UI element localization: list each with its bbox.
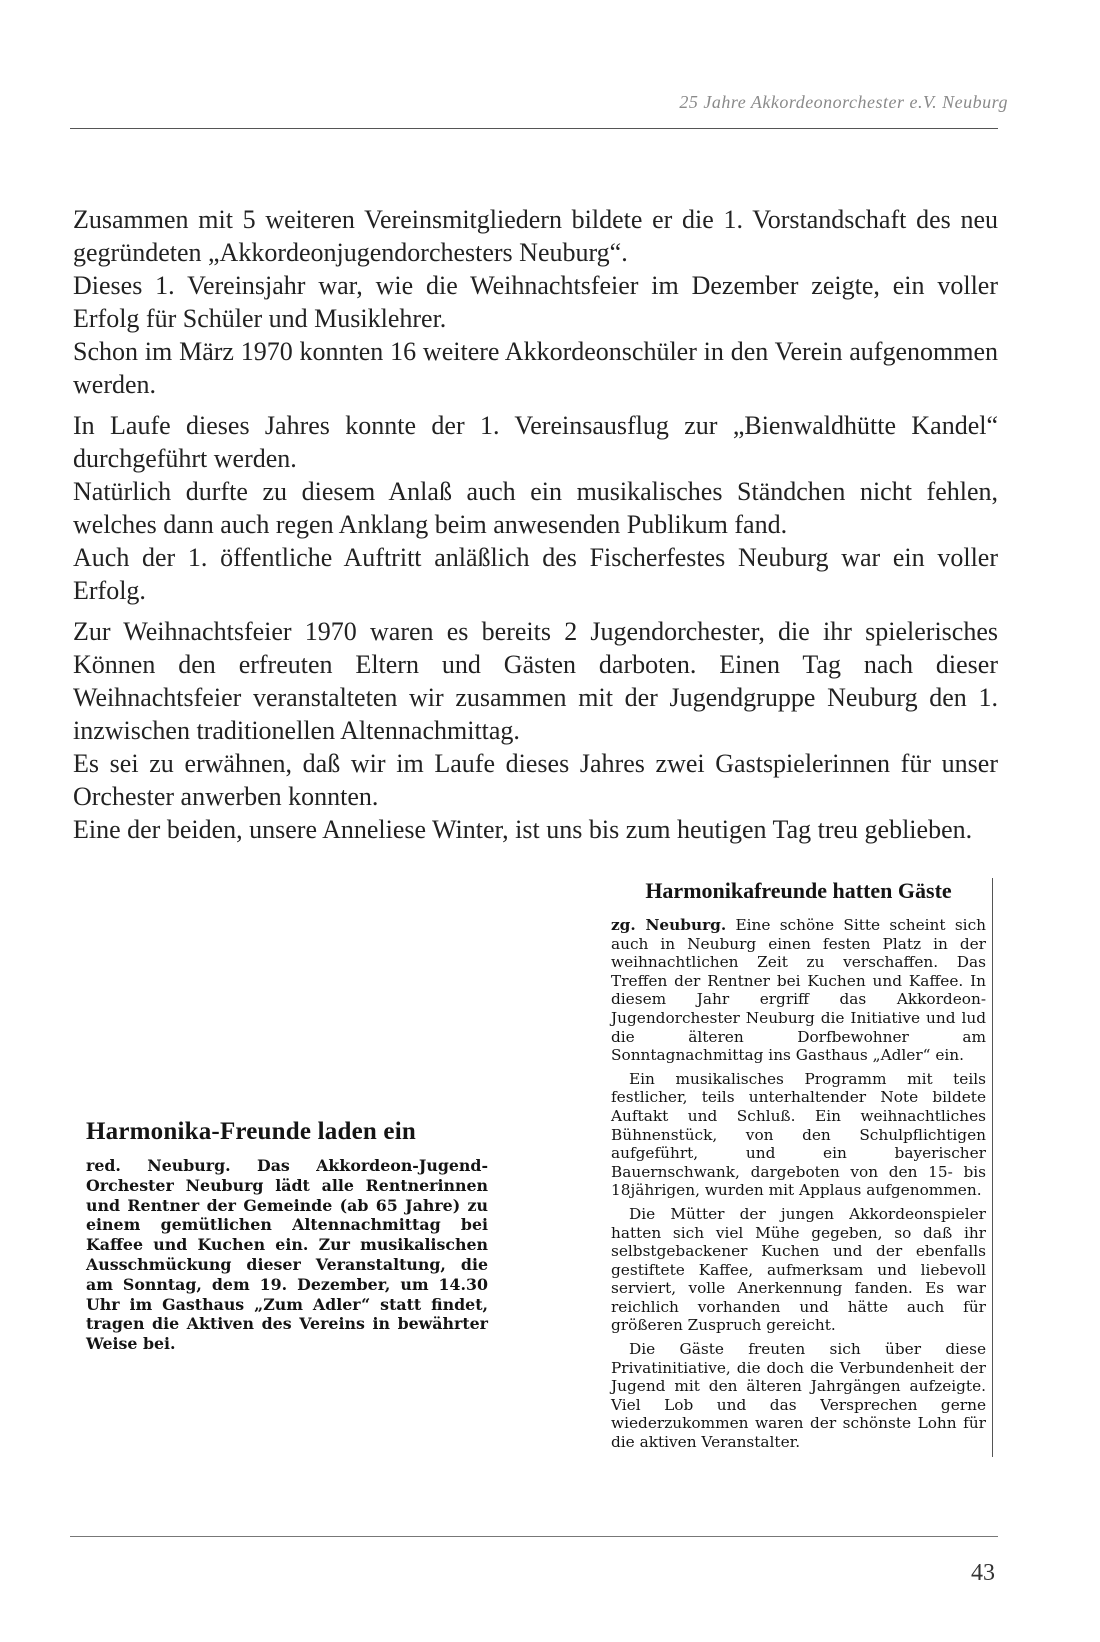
- paragraph: Zusammen mit 5 weiteren Vereinsmitgliedern bildete er die 1. Vorstandschaft des neu gegründeten „Akkordeonjugendorchesters Neuburg“.: [73, 205, 998, 267]
- paragraph: Natürlich durfte zu diesem Anlaß auch ein musikalisches Ständchen nicht fehlen, welches dann auch regen Anklang beim anwesenden Publikum fand.: [73, 477, 998, 539]
- paragraph: Auch der 1. öffentliche Auftritt anläßlich des Fischerfestes Neuburg war ein voller Erfolg.: [73, 543, 998, 605]
- header-rule: [70, 128, 998, 129]
- clipping-paragraph: Die Gäste freuten sich über diese Privatinitiative, die doch die Verbundenheit der Jugend mit den älteren Jahrgängen aufzeigte. Viel Lob und das Versprechen gerne wiederzukommen waren der schönste Lohn für die aktiven Veranstalter.: [611, 1340, 986, 1452]
- clipping-body: [86, 1156, 488, 1354]
- clipping-dateline: zg. Neuburg.: [611, 916, 727, 934]
- main-body-text: [73, 203, 998, 854]
- running-header: 25 Jahre Akkordeonorchester e.V. Neuburg: [679, 92, 1008, 112]
- clipping-paragraph: [611, 916, 986, 1065]
- paragraph: In Laufe dieses Jahres konnte der 1. Vereinsausflug zur „Bienwaldhütte Kandel“ durchgeführt werden.: [73, 411, 998, 473]
- clipping-paragraph: [86, 1156, 488, 1354]
- clipping-paragraph: Ein musikalisches Programm mit teils festlicher, teils unterhaltender Note bildete Auftakt und Schluß. Ein weihnachtliches Bühnenstück, von den Schulpflichtigen aufgeführt, und ein bayerischer Bauernschwank, dargeboten von den 15- bis 18jährigen, wurden mit Applaus aufgenommen.: [611, 1069, 986, 1200]
- footer-rule: [70, 1536, 998, 1537]
- clipping-paragraph: Die Mütter der jungen Akkordeonspieler hatten sich viel Mühe gegeben, so daß ihr selbstgebackener Kuchen und der ebenfalls gestiftete Kaffee, aufmerksam und liebevoll serviert, volle Anerkennung fanden. Es war reichlich vorhanden und hätte auch für größeren Zuspruch gereicht.: [611, 1204, 986, 1335]
- clipping-headline: Harmonikafreunde hatten Gäste: [645, 878, 952, 903]
- paragraph: Schon im März 1970 konnten 16 weitere Akkordeonschüler in den Verein aufgenommen werden.: [73, 337, 998, 399]
- clipping-headline: Harmonika-Freunde laden ein: [86, 1118, 416, 1145]
- page-number: 43: [971, 1560, 995, 1586]
- clipping-text: Eine schöne Sitte scheint sich auch in Neuburg einen festen Platz in der weihnachtlichen Zeit zu verschaffen. Das Treffen der Rentner bei Kuchen und Kaffee. In diesem Jahr ergriff das Akkordeon-Jugendorchester Neuburg die Initiative und lud die älteren Dorfbewohner am Sonntagnachmittag ins Gasthaus „Adler“ ein.: [611, 916, 986, 1065]
- newspaper-clipping-left: [86, 1118, 488, 1359]
- paragraph: Dieses 1. Vereinsjahr war, wie die Weihnachtsfeier im Dezember zeigte, ein voller Erfolg für Schüler und Musiklehrer.: [73, 271, 998, 333]
- paragraph: Eine der beiden, unsere Anneliese Winter, ist uns bis zum heutigen Tag treu geblieben.: [73, 815, 973, 844]
- clipping-text: Das Akkordeon-Jugend-Orchester Neuburg lädt alle Rentnerinnen und Rentner der Gemeinde (ab 65 Jahre) zu einem gemütlichen Altennachmittag bei Kaffee und Kuchen ein. Zur musikalischen Ausschmückung dieser Veranstaltung, die am Sonntag, dem 19. Dezember, um 14.30 Uhr im Gasthaus „Zum Adler“ statt findet, tragen die Aktiven des Vereins in bewährter Weise bei.: [86, 1156, 488, 1354]
- clipping-dateline: red. Neuburg.: [86, 1156, 231, 1175]
- paragraph: Es sei zu erwähnen, daß wir im Laufe dieses Jahres zwei Gastspielerinnen für unser Orchester anwerben konnten.: [73, 749, 998, 811]
- paragraph: Zur Weihnachtsfeier 1970 waren es bereits 2 Jugendorchester, die ihr spielerisches Können den erfreuten Eltern und Gästen darboten. Einen Tag nach dieser Weihnachtsfeier veranstalteten wir zusammen mit der Jugendgruppe Neuburg den 1. inzwischen traditionellen Altennachmittag.: [73, 617, 998, 745]
- clipping-body: [611, 916, 986, 1452]
- newspaper-clipping-right: [611, 878, 993, 1457]
